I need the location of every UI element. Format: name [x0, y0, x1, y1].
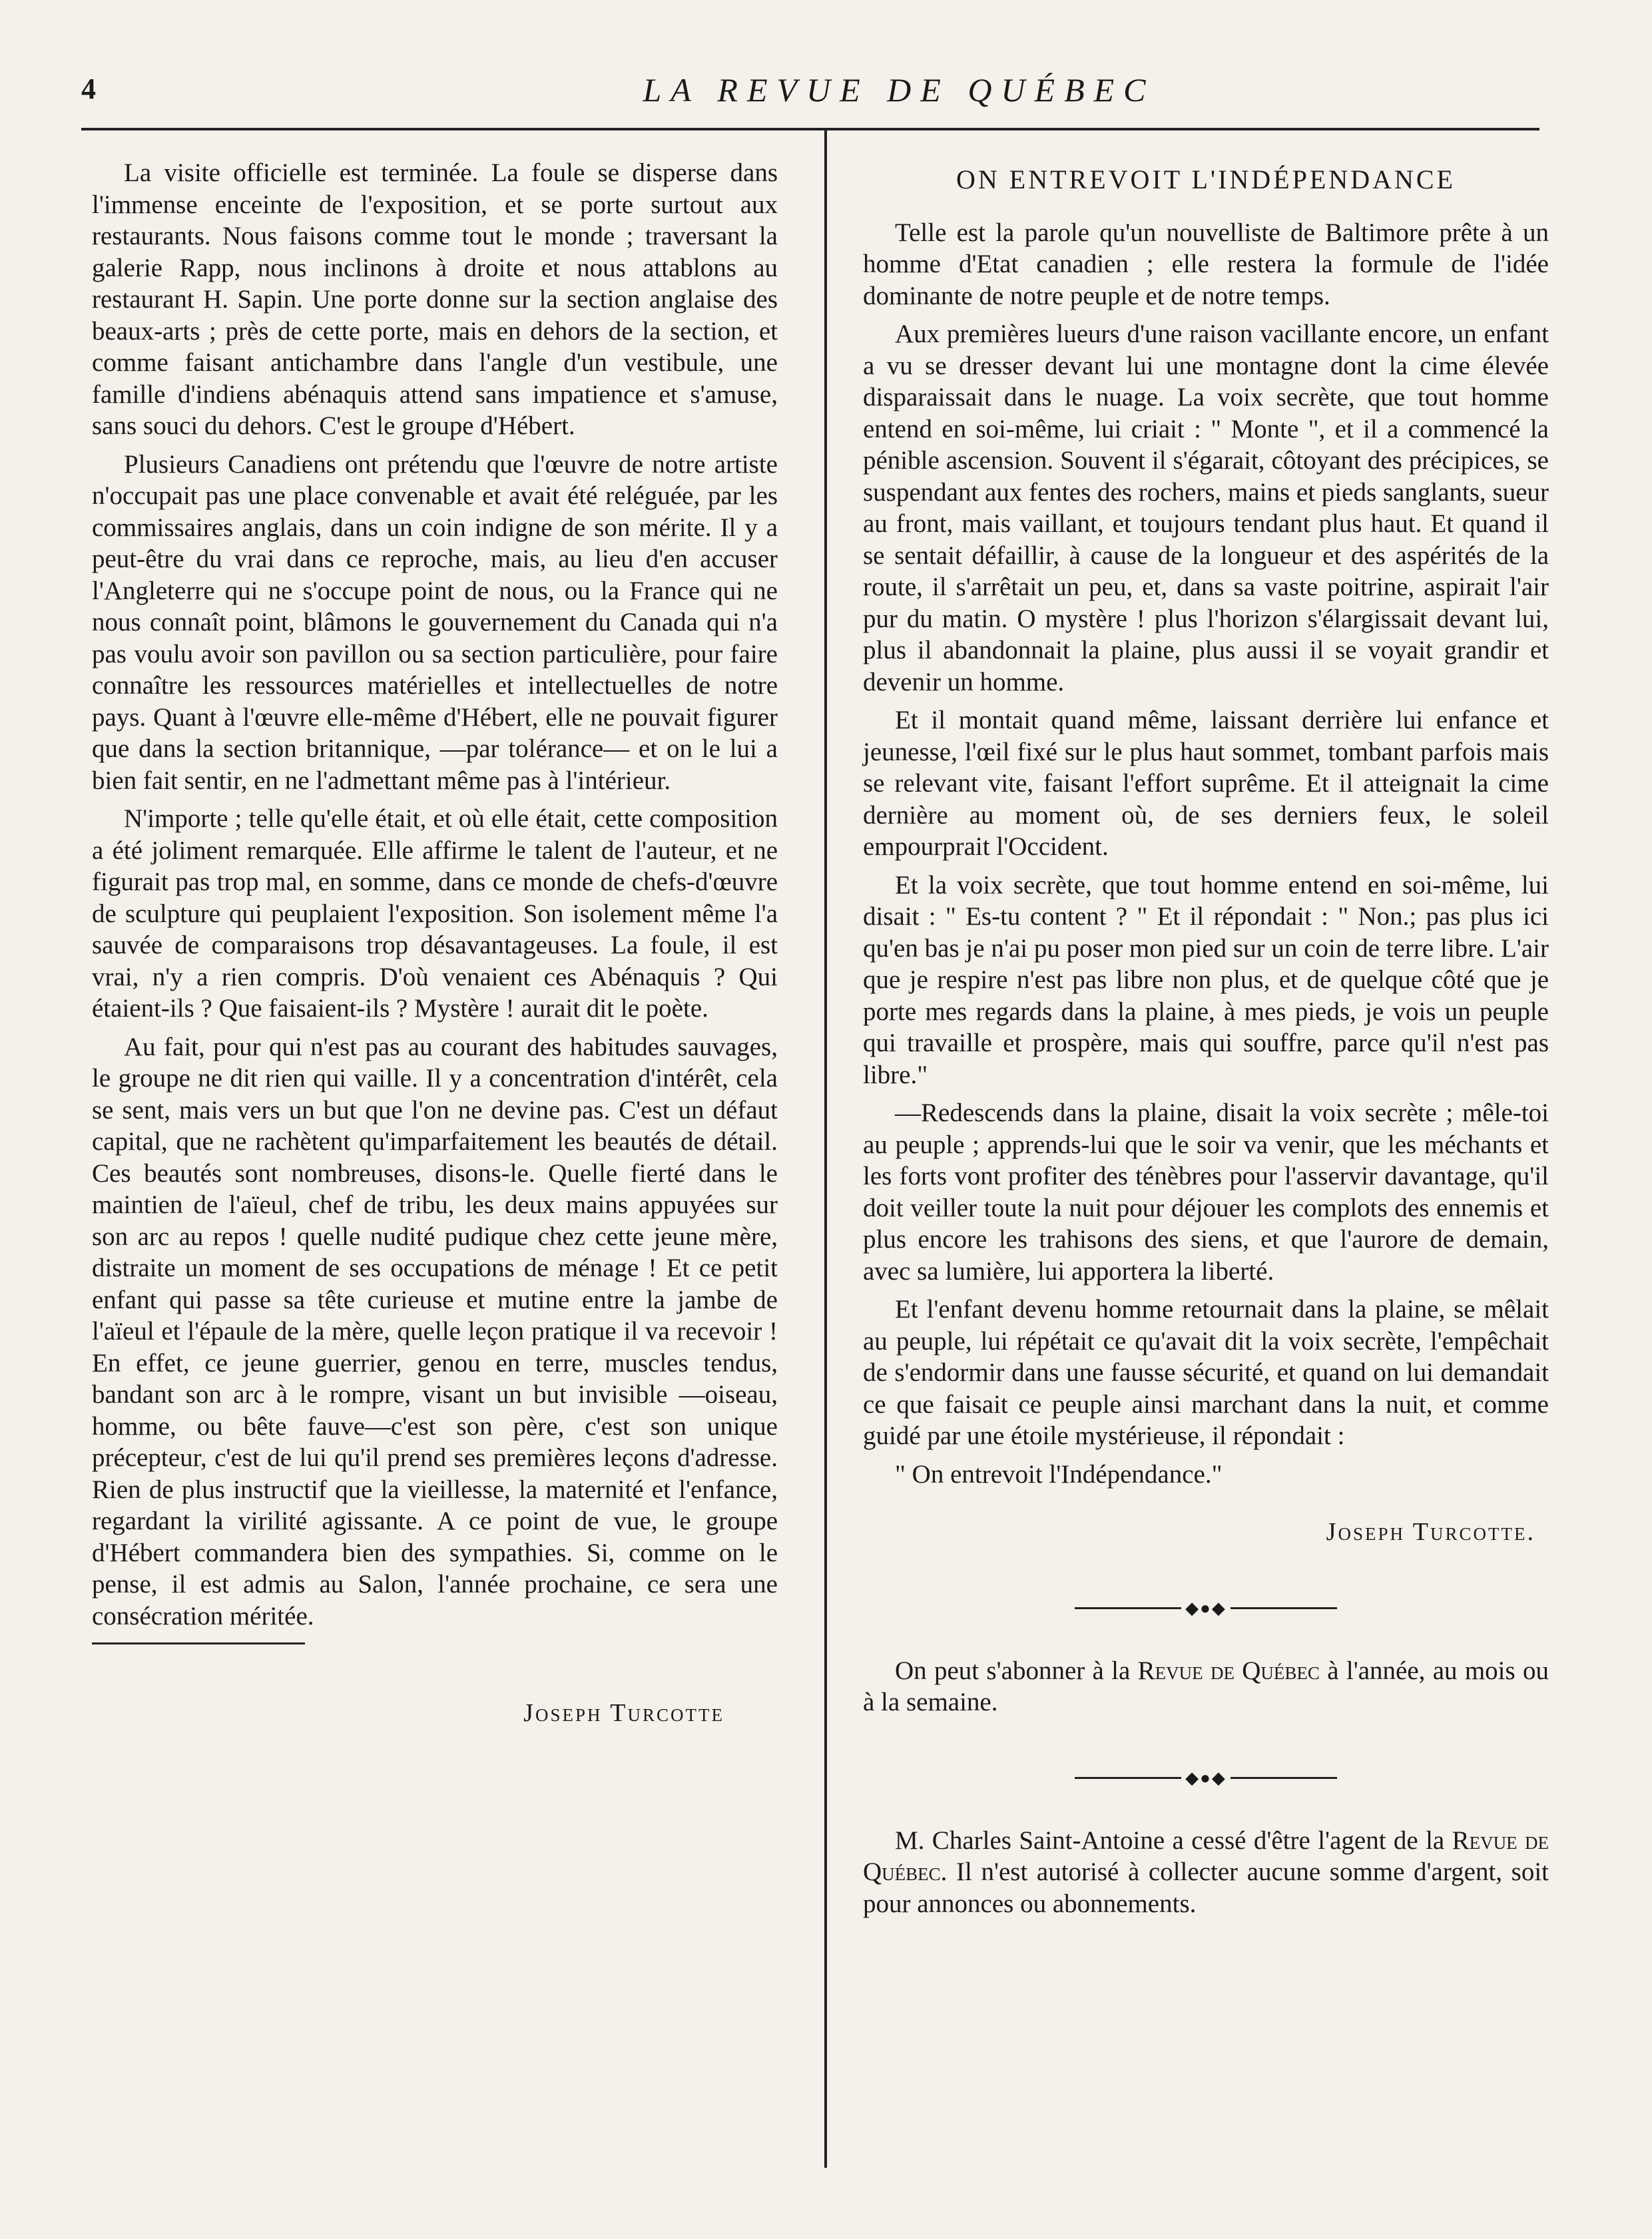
left-paragraph-4: Au fait, pour qui n'est pas au courant des habitudes sauvages, le groupe ne dit rien qui vaille. Il y a concentration d'intérêt, cela se sent, mais vers un but que l'on ne devine pas. C'est un défaut capital, que ne rachètent qu'imparfaitement les beautés de détail. Ces beautés sont nombreuses, disons-le. Quelle fierté dans le maintien de l'aïeul, chef de tribu, les deux mains appuyées sur son arc au repos ! quelle nudité pudique chez cette jeune mère, distraite un moment de ses occupations de ménage ! Et ce petit enfant qui passe sa tête curieuse et mutine entre la jambe de l'aïeul et l'épaule de la mère, quelle leçon pratique il va recevoir ! En effet, ce jeune guerrier, genou en terre, muscles tendus, bandant son arc à le rompre, visant un but invisible —oiseau, homme, ou bête fauve—c'est son père, c'est son unique précepteur, c'est de lui qu'il prend ses premières leçons d'adresse. Rien de plus instructif que la vieillesse, la maternité et l'enfance, regardant la virilité agissante. A ce point de vue, le groupe d'Hébert commandera bien des sympathies. Si, comme on le pense, il est admis au Salon, l'année prochaine, ce sera une consécration méritée.	[92, 1032, 778, 1630]
agent-notice	[863, 1825, 1549, 1920]
right-paragraph-4: Et la voix secrète, que tout homme entend en soi-même, lui disait : " Es-tu content ? " Et il répondait : " Non.; pas plus ici qu'en bas je n'ai pu poser mon pied sur un coin de terre libre. L'air que je respire n'est pas libre non plus, et de quelque côté que je porte mes regards dans la plaine, à mes pieds, je vois un peuple qui travaille et prospère, mais qui souffre, parce qu'il n'est pas libre."	[863, 870, 1549, 1089]
left-paragraph-2: Plusieurs Canadiens ont prétendu que l'œuvre de notre artiste n'occupait pas une place convenable et avait été reléguée, par les commissaires anglais, dans un coin indigne de son mérite. Il y a peut-être du vrai dans ce reproche, mais, au lieu d'en accuser l'Angleterre qui ne s'occupe point de nous, ou la France qui ne nous connaît point, blâmons le gouvernement du Canada qui n'a pas voulu avoir son pavillon ou sa section particulière, pour faire connaître les ressources matérielles et intellectuelles de notre pays. Quant à l'œuvre elle-même d'Hébert, elle ne pouvait figurer que dans la section britannique, —par tolérance— et on le lui a bien fait sentir, en ne l'admettant même pas à l'intérieur.	[92, 449, 778, 795]
right-paragraph-5: —Redescends dans la plaine, disait la voix secrète ; mêle-toi au peuple ; apprends-lui que le soir va venir, que les méchants et les forts vont profiter des ténèbres pour l'asservir davantage, qu'il doit veiller toute la nuit pour déjouer les complots des ennemis et plus encore les trahisons des siens, et que l'aurore de demain, avec sa lumière, lui apportera la liberté.	[863, 1099, 1549, 1286]
left-paragraph-1: La visite officielle est terminée. La foule se disperse dans l'immense enceinte de l'exposition, et se porte surtout aux restaurants. Nous faisons comme tout le monde ; traversant la galerie Rapp, nous inclinons à droite et nous attablons au restaurant H. Sapin. Une porte donne sur la section anglaise des beaux-arts ; près de cette porte, mais en dehors de la section, et comme faisant antichambre dans l'angle d'un vestibule, une famille d'indiens abénaquis attend sans impatience et s'amuse, sans souci du dehors. C'est le groupe d'Hébert.	[92, 158, 778, 440]
ornament-line	[1231, 1777, 1337, 1779]
right-signature: Joseph Turcotte.	[1326, 1518, 1535, 1546]
ornament-line	[1075, 1607, 1181, 1609]
closing-quote: " On entrevoit l'Indépendance."	[895, 1459, 1223, 1489]
ornament-divider-2	[863, 1768, 1549, 1788]
header-rule	[81, 128, 1539, 130]
ornament-diamond-icon: ◆●◆	[1185, 1598, 1227, 1618]
running-head: LA REVUE DE QUÉBEC	[643, 71, 1155, 109]
left-signature: Joseph Turcotte	[523, 1699, 724, 1727]
article-title: ON ENTREVOIT L'INDÉPENDANCE	[956, 164, 1456, 194]
right-paragraph-6: Et l'enfant devenu homme retournait dans la plaine, se mêlait au peuple, lui répétait ce qu'avait dit la voix secrète, l'empêchait de s'endormir dans une fausse sécurité, et quand on lui demandait ce que faisait ce peuple ainsi marchant dans la nuit, et comme guidé par une étoile mystérieuse, il répondait :	[863, 1295, 1549, 1450]
notice-text: à l'année, au mois ou à la semaine.	[863, 1656, 1549, 1716]
right-paragraph-2: Aux premières lueurs d'une raison vacillante encore, un enfant a vu se dresser devant lui une montagne dont la cime élevée disparaissait dans le nuage. La voix secrète, que tout homme entend en soi-même, lui criait : " Monte ", et il a commencé la pénible ascension. Souvent il s'égarait, côtoyant des précipices, se suspendant aux fentes des rochers, mains et pieds sanglants, sueur au front, mais vaillant, et toujours tendant plus haut. Et quand il se sentait défaillir, à cause de la longueur et des aspérités de la route, il s'arrêtait un peu, et, dans sa vaste poitrine, aspirait l'air pur du matin. O mystère ! plus l'horizon s'élargissait devant lui, plus il abandonnait la plaine, plus aussi il se voyait grandir et devenir un homme.	[863, 320, 1549, 696]
notice-text: . Il n'est autorisé à collecter aucune somme d'argent, soit pour annonces ou abonnements.	[863, 1858, 1549, 1918]
right-paragraph-3: Et il montait quand même, laissant derrière lui enfance et jeunesse, l'œil fixé sur le plus haut sommet, tombant parfois mais se relevant vite, faisant l'effort suprême. Et il atteignait la cime dernière au moment où, de ses derniers feux, le soleil empourprait l'Occident.	[863, 706, 1549, 861]
ornament-diamond-icon: ◆●◆	[1185, 1768, 1227, 1788]
end-rule	[92, 1642, 305, 1644]
publication-name: Revue de Québec	[1137, 1656, 1320, 1685]
right-column	[863, 164, 1549, 1926]
left-paragraph-3: N'importe ; telle qu'elle était, et où elle était, cette composition a été joliment remarquée. Elle affirme le talent de l'auteur, et ne figurait pas trop mal, en somme, dans ce monde de chefs-d'œuvre de sculpture qui peuplaient l'exposition. Son isolement même l'a sauvée de comparaisons trop désavantageuses. La foule, il est vrai, n'y a rien compris. D'où venaient ces Abénaquis ? Qui étaient-ils ? Que faisaient-ils ? Mystère ! aurait dit le poète.	[92, 804, 778, 1023]
publication-name: Revue de Québec	[863, 1826, 1549, 1886]
notice-text: On peut s'abonner à la	[895, 1656, 1138, 1685]
page-number: 4	[81, 73, 96, 105]
ornament-line	[1231, 1607, 1337, 1609]
left-column	[92, 157, 778, 1730]
notice-text: M. Charles Saint-Antoine a cessé d'être l'agent de la	[895, 1826, 1452, 1855]
right-paragraph-1: Telle est la parole qu'un nouvelliste de Baltimore prête à un homme d'Etat canadien ; elle restera la formule de l'idée dominante de notre peuple et de notre temps.	[863, 218, 1549, 310]
ornament-divider-1	[863, 1598, 1549, 1618]
column-divider	[824, 130, 827, 2168]
subscription-notice	[863, 1655, 1549, 1718]
ornament-line	[1075, 1777, 1181, 1779]
